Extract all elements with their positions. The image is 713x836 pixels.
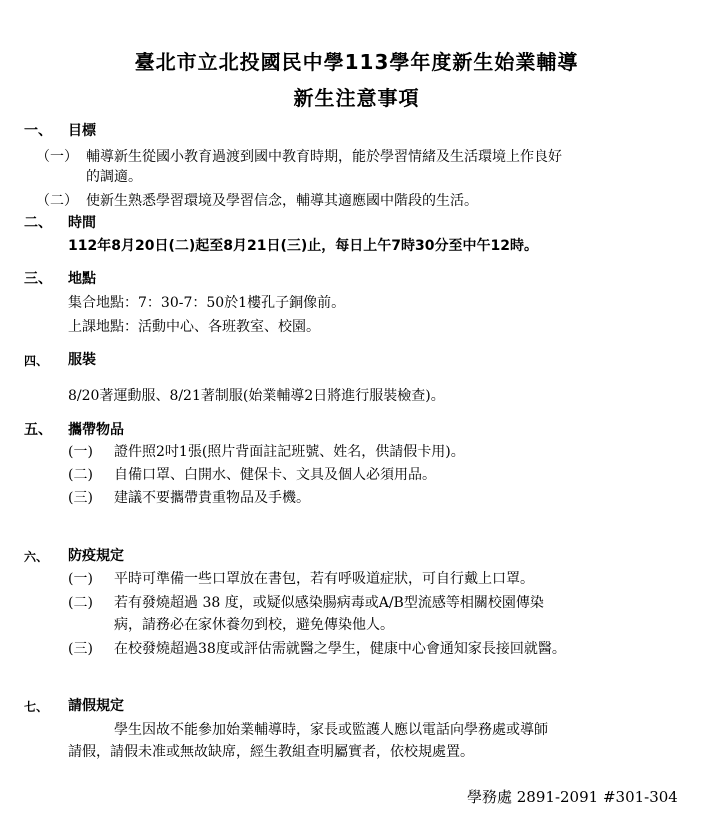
section-3-number: 三、 (24, 271, 52, 287)
section-5-item-2-line-1: 自備口罩、白開水、健保卡、文具及個人必須用品。 (114, 467, 436, 483)
section-6-item-2-line-2: 病，請務必在家休養勿到校，避免傳染他人。 (114, 617, 394, 633)
section-7-line-2: 請假，請假未准或無故缺席，經生教組查明屬實者，依校規處置。 (68, 744, 474, 760)
section-4-line-1: 8/20著運動服、8/21著制服(始業輔導2日將進行服裝檢查)。 (68, 388, 445, 404)
section-6-item-3-marker: (三) (68, 641, 93, 657)
section-7-heading: 請假規定 (68, 698, 124, 714)
section-5-heading: 攜帶物品 (68, 422, 124, 438)
document-title: 臺北市立北投國民中學113學年度新生始業輔導 (134, 50, 579, 74)
section-1-item-2-marker: （二） (36, 193, 78, 209)
section-2-line-1: 112年8月20日(二)起至8月21日(三)止，每日上午7時30分至中午12時。 (68, 238, 538, 254)
section-5-number: 五、 (24, 422, 52, 438)
section-1-item-1-line-1: 輔導新生從國小教育過渡到國中教育時期，能於學習情緒及生活環境上作良好 (86, 149, 562, 165)
section-3-line-1: 集合地點：7：30-7：50於1樓孔子銅像前。 (68, 295, 346, 311)
section-1-item-2-line-1: 使新生熟悉學習環境及學習信念，輔導其適應國中階段的生活。 (86, 193, 478, 209)
section-1-item-1-line-2: 的調適。 (86, 169, 142, 185)
document-subtitle: 新生注意事項 (293, 86, 420, 110)
section-4-heading: 服裝 (68, 352, 96, 368)
footer-contact: 學務處 2891-2091 #301-304 (467, 788, 678, 806)
section-5-item-2-marker: (二) (68, 467, 93, 483)
section-5-item-1-line-1: 證件照2吋1張(照片背面註記班號、姓名，供請假卡用)。 (114, 444, 465, 460)
section-7-line-1: 學生因故不能參加始業輔導時，家長或監護人應以電話向學務處或導師 (114, 722, 548, 738)
section-6-number: 六、 (24, 550, 49, 564)
section-7-number: 七、 (24, 700, 49, 714)
section-5-item-1-marker: (一) (68, 444, 93, 460)
section-6-item-2-marker: (二) (68, 595, 93, 611)
section-2-number: 二、 (24, 215, 52, 231)
section-6-item-2-line-1: 若有發燒超過 38 度，或疑似感染腸病毒或A/B型流感等相關校園傳染 (114, 595, 544, 611)
section-1-item-1-marker: （一） (36, 149, 78, 165)
section-6-item-1-line-1: 平時可準備一些口罩放在書包，若有呼吸道症狀，可自行戴上口罩。 (114, 571, 534, 587)
section-1-heading: 目標 (68, 123, 96, 139)
section-6-heading: 防疫規定 (68, 548, 124, 564)
section-5-item-3-marker: (三) (68, 490, 93, 506)
section-5-item-3-line-1: 建議不要攜帶貴重物品及手機。 (114, 490, 310, 506)
section-3-line-2: 上課地點：活動中心、各班教室、校園。 (68, 319, 320, 335)
section-3-heading: 地點 (68, 271, 96, 287)
section-2-heading: 時間 (68, 215, 96, 231)
section-1-number: 一、 (24, 123, 52, 139)
section-6-item-1-marker: (一) (68, 571, 93, 587)
section-6-item-3-line-1: 在校發燒超過38度或評估需就醫之學生，健康中心會通知家長接回就醫。 (114, 641, 566, 657)
section-4-number: 四、 (24, 354, 49, 368)
